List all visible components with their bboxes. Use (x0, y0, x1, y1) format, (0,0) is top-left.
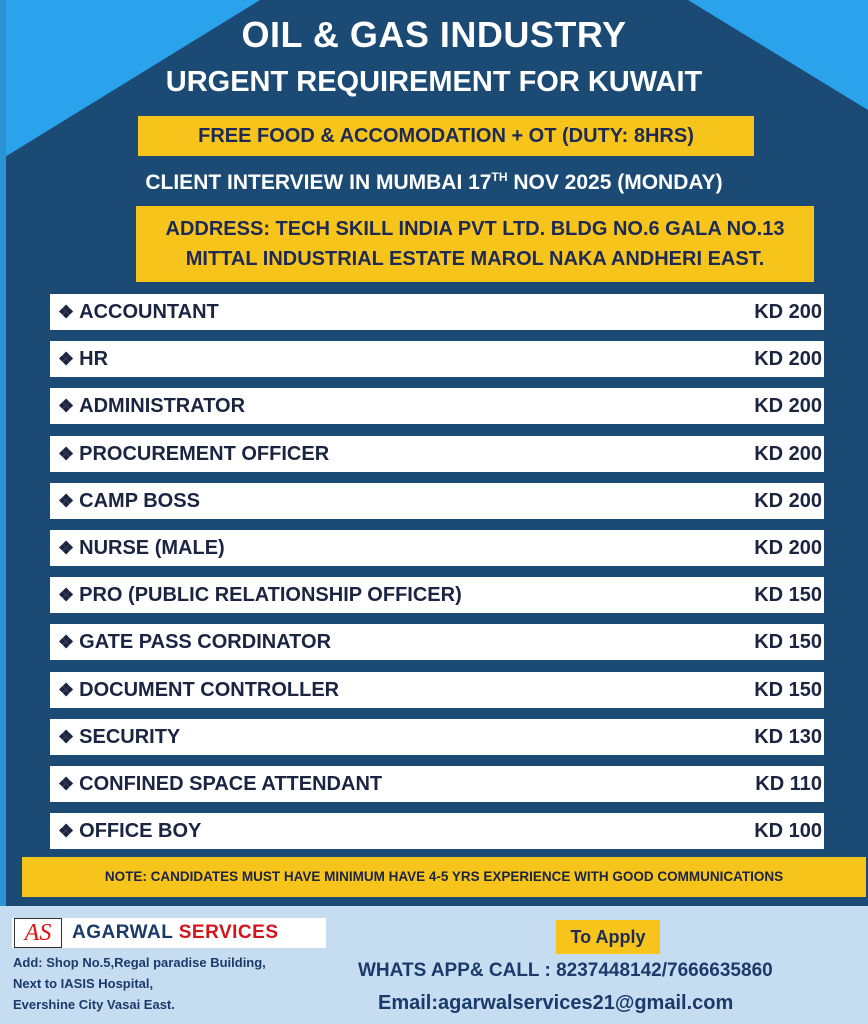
job-salary: KD 100 (754, 820, 822, 843)
address-line-1: ADDRESS: TECH SKILL INDIA PVT LTD. BLDG NO.6 GALA NO.13 (165, 218, 785, 240)
job-row (50, 766, 824, 802)
job-list (50, 294, 824, 860)
job-row (50, 672, 824, 708)
job-title: ❖ CAMP BOSS (58, 483, 200, 519)
job-row (50, 719, 824, 755)
logo-mark: AS (14, 918, 62, 948)
company-address (13, 952, 333, 1015)
job-row (50, 294, 824, 330)
job-row (50, 388, 824, 424)
footer (0, 906, 868, 1024)
job-row (50, 577, 824, 613)
company-name-second: SERVICES (178, 922, 279, 943)
to-apply-label: To Apply (556, 920, 660, 954)
job-row (50, 624, 824, 660)
experience-note: NOTE: CANDIDATES MUST HAVE MINIMUM HAVE 4-5 YRS EXPERIENCE WITH GOOD COMMUNICATIONS (22, 857, 866, 897)
company-logo (12, 918, 326, 948)
job-salary: KD 200 (754, 395, 822, 418)
job-title: ❖ DOCUMENT CONTROLLER (58, 672, 339, 708)
job-title: ❖ ACCOUNTANT (58, 294, 219, 330)
job-title: ❖ PROCUREMENT OFFICER (58, 436, 329, 472)
company-name (72, 918, 279, 948)
contact-email: Email:agarwalservices21@gmail.com (378, 992, 734, 1014)
address-line: Add: Shop No.5,Regal paradise Building, (13, 955, 266, 970)
address-banner (136, 206, 814, 282)
job-title: ❖ ADMINISTRATOR (58, 388, 245, 424)
job-title: ❖ SECURITY (58, 719, 180, 755)
job-salary: KD 110 (755, 772, 822, 795)
job-title: ❖ HR (58, 341, 108, 377)
benefits-banner: FREE FOOD & ACCOMODATION + OT (DUTY: 8HRS) (138, 116, 754, 156)
job-salary: KD 200 (754, 489, 822, 512)
interview-prefix: CLIENT INTERVIEW IN MUMBAI 17 (145, 171, 492, 194)
company-name-first: AGARWAL (72, 922, 179, 943)
job-salary: KD 150 (754, 631, 822, 654)
job-row (50, 813, 824, 849)
job-title: ❖ OFFICE BOY (58, 813, 201, 849)
job-row (50, 483, 824, 519)
job-title: ❖ GATE PASS CORDINATOR (58, 624, 331, 660)
job-row (50, 341, 824, 377)
interview-ordinal: TH (491, 170, 508, 184)
job-title: ❖ CONFINED SPACE ATTENDANT (58, 766, 382, 802)
job-salary: KD 150 (754, 584, 822, 607)
interview-suffix: NOV 2025 (MONDAY) (507, 171, 723, 194)
poster-subtitle: URGENT REQUIREMENT FOR KUWAIT (165, 66, 703, 98)
job-salary: KD 200 (754, 442, 822, 465)
interview-info (0, 170, 868, 195)
address-line-2: MITTAL INDUSTRIAL ESTATE MAROL NAKA ANDHERI EAST. (185, 248, 765, 270)
job-title: ❖ PRO (PUBLIC RELATIONSHIP OFFICER) (58, 577, 462, 613)
job-salary: KD 130 (754, 725, 822, 748)
job-row (50, 530, 824, 566)
job-title: ❖ NURSE (MALE) (58, 530, 225, 566)
job-salary: KD 200 (754, 301, 822, 323)
job-salary: KD 200 (754, 348, 822, 371)
poster-title: OIL & GAS INDUSTRY (241, 14, 627, 55)
job-salary: KD 150 (754, 678, 822, 701)
address-line: Evershine City Vasai East. (13, 997, 175, 1012)
decor-left-edge (0, 0, 6, 1024)
address-line: Next to IASIS Hospital, (13, 976, 154, 991)
job-row (50, 436, 824, 472)
job-salary: KD 200 (754, 536, 822, 559)
contact-phone: WHATS APP& CALL : 8237448142/7666635860 (358, 960, 773, 981)
